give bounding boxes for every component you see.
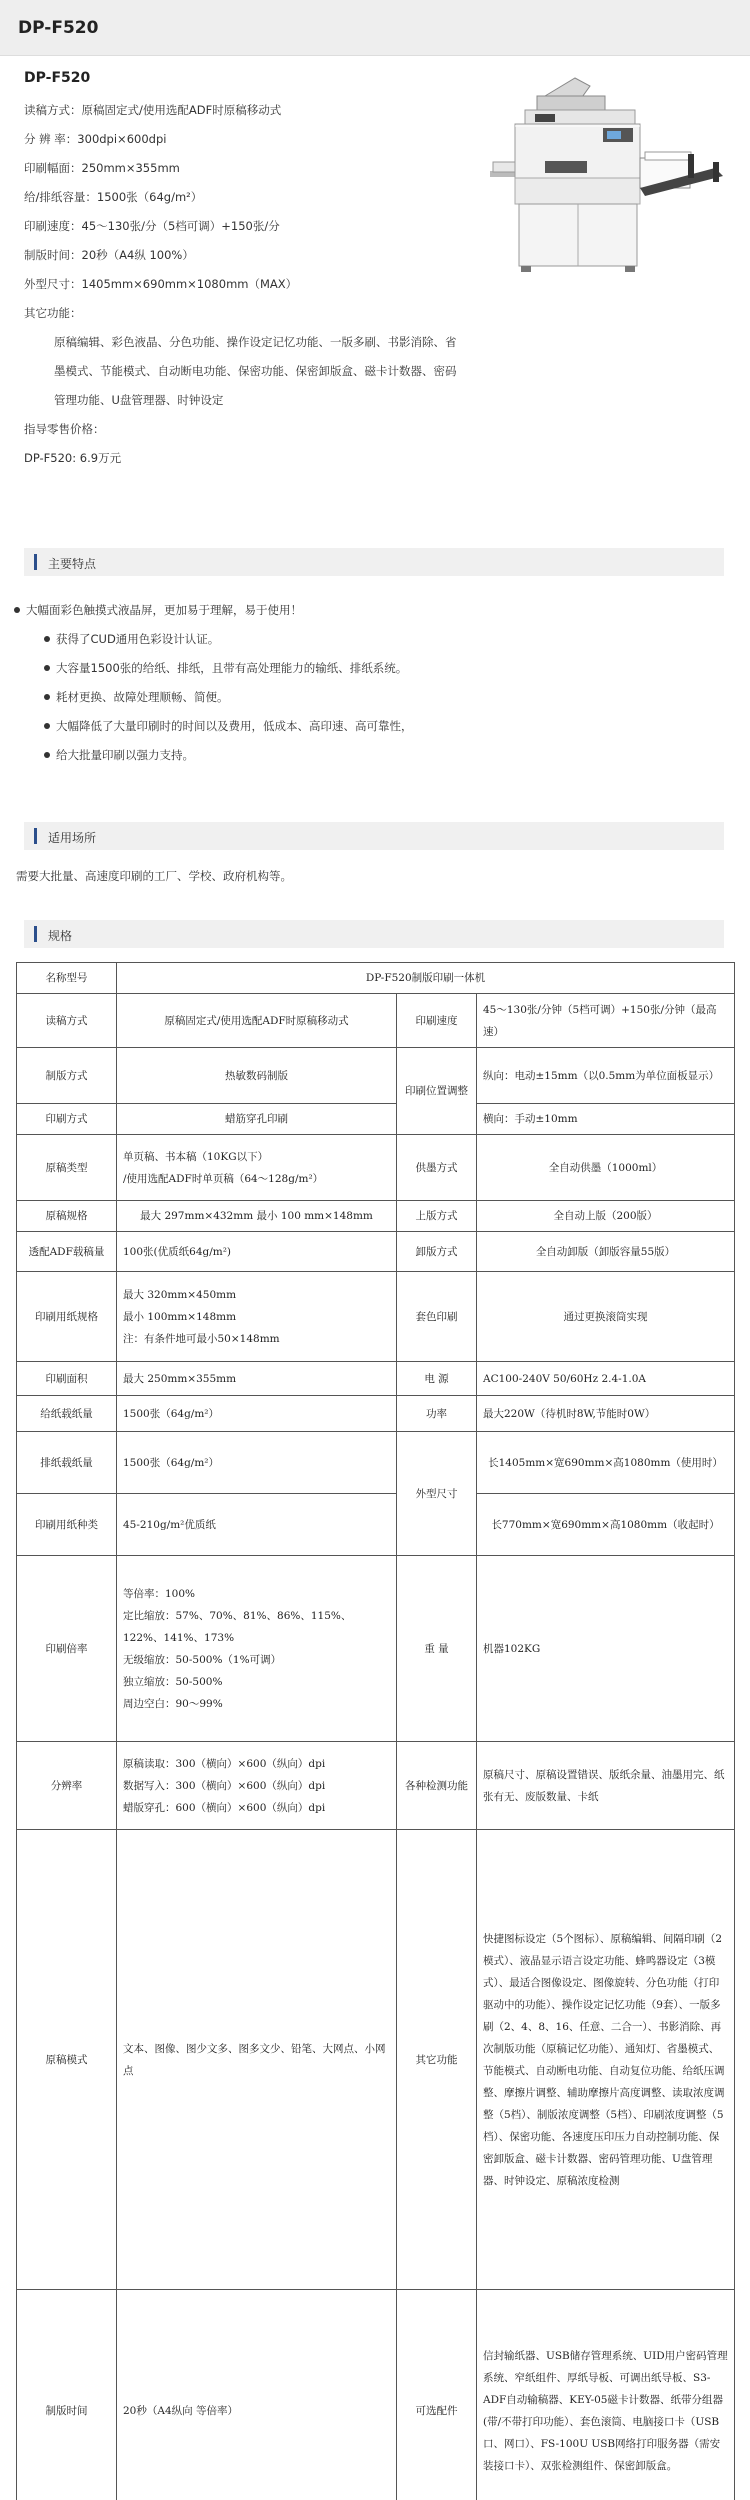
spec-key: 印刷用纸种类 [17, 1494, 117, 1556]
spec-value: 机器102KG [477, 1556, 735, 1742]
section-marker [34, 926, 37, 942]
table-row [17, 1272, 735, 1362]
spec-key: 功率 [397, 1396, 477, 1432]
spec-value: 长770mm×宽690mm×高1080mm（收起时） [477, 1494, 735, 1556]
spec-key: 读稿方式 [17, 994, 117, 1048]
product-intro [24, 70, 464, 473]
intro-line-resolution: 分 辨 率：300dpi×600dpi [24, 132, 167, 146]
intro-price: DP-F520: 6.9万元 [24, 451, 122, 465]
spec-key: 原稿模式 [17, 1830, 117, 2290]
spec-key: 印刷位置调整 [397, 1048, 477, 1135]
bullet-icon [44, 752, 50, 758]
section-title-occasion: 适用场所 [48, 831, 97, 845]
table-row [17, 1830, 735, 2290]
spec-value: 原稿尺寸、原稿设置错误、版纸余量、油墨用完、纸张有无、废版数量、卡纸 [477, 1742, 735, 1830]
intro-line-speed: 印刷速度：45～130张/分（5档可调）+150张/分 [24, 219, 280, 233]
spec-key: 其它功能 [397, 1830, 477, 2290]
spec-value: 原稿固定式/使用选配ADF时原稿移动式 [117, 994, 397, 1048]
spec-key: 可选配件 [397, 2290, 477, 2500]
spec-value: 长1405mm×宽690mm×高1080mm（使用时） [477, 1432, 735, 1494]
bullet-icon [44, 665, 50, 671]
spec-key: 制版时间 [17, 2290, 117, 2500]
spec-value: AC100-240V 50/60Hz 2.4-1.0A [477, 1362, 735, 1396]
feature-item: 耗材更换、故障处理顺畅、简便。 [14, 683, 734, 712]
spec-value: 通过更换滚筒实现 [477, 1272, 735, 1362]
table-row [17, 1201, 735, 1232]
table-row [17, 994, 735, 1048]
spec-value: 最大220W（待机时8W,节能时0W） [477, 1396, 735, 1432]
spec-value: 最大 320mm×450mm 最小 100mm×148mm 注：有条件地可最小50×148mm [117, 1272, 397, 1362]
spec-value: 全自动上版（200版） [477, 1201, 735, 1232]
spec-key: 印刷面积 [17, 1362, 117, 1396]
intro-line-print-area: 印刷幅面：250mm×355mm [24, 161, 180, 175]
intro-line-capacity: 给/排纸容量：1500张（64g/m²） [24, 190, 203, 204]
spec-value: 原稿读取：300（横向）×600（纵向）dpi 数据写入：300（横向）×600（纵向）dpi 蜡版穿孔：600（横向）×600（纵向）dpi [117, 1742, 397, 1830]
spec-value: DP-F520制版印刷一体机 [117, 963, 735, 994]
spec-value: 1500张（64g/m²） [117, 1396, 397, 1432]
intro-line-master-time: 制版时间：20秒（A4纵 100%） [24, 248, 194, 262]
title-bar [0, 0, 750, 56]
spec-value: 最大 297mm×432mm 最小 100 mm×148mm [117, 1201, 397, 1232]
section-title-spec: 规格 [48, 929, 73, 943]
intro-line-other-label: 其它功能： [24, 306, 82, 320]
intro-line-dimensions: 外型尺寸：1405mm×690mm×1080mm（MAX） [24, 277, 298, 291]
intro-price-label: 指导零售价格： [24, 422, 105, 436]
spec-key: 印刷倍率 [17, 1556, 117, 1742]
spec-key: 分辨率 [17, 1742, 117, 1830]
spec-key: 电 源 [397, 1362, 477, 1396]
section-title-features: 主要特点 [48, 557, 97, 571]
spec-key: 透配ADF载稿量 [17, 1232, 117, 1272]
spec-value: 信封输纸器、USB储存管理系统、UID用户密码管理系统、窄纸组件、厚纸导板、可调出纸导板、S3-ADF自动输稿器、KEY-05磁卡计数器、纸带分组器(带/不带打印功能）、套色滚筒、电脑接口卡（USB口、网口）、FS-100U USB网络打印服务器（需安装接口卡）、双张检测组件、保密卸版盒。 [477, 2290, 735, 2500]
section-marker [34, 554, 37, 570]
spec-key: 各种检测功能 [397, 1742, 477, 1830]
spec-key: 排纸载纸量 [17, 1432, 117, 1494]
table-row [17, 1494, 735, 1556]
spec-key: 给纸载纸量 [17, 1396, 117, 1432]
bullet-icon [14, 607, 20, 613]
spec-value: 单页稿、书本稿（10KG以下） /使用选配ADF时单页稿（64～128g/m²） [117, 1135, 397, 1201]
table-row [17, 1432, 735, 1494]
bullet-icon [44, 694, 50, 700]
feature-item: 大容量1500张的给纸、排纸，且带有高处理能力的输纸、排纸系统。 [14, 654, 734, 683]
spec-value: 45～130张/分钟（5档可调）+150张/分钟（最高速） [477, 994, 735, 1048]
spec-value: 全自动卸版（卸版容量55版） [477, 1232, 735, 1272]
spec-value: 等倍率：100% 定比缩放：57%、70%、81%、86%、115%、 122%、141%、173% 无级缩放：50-500%（1%可调） 独立缩放：50-500% 周边空白：90～99% [117, 1556, 397, 1742]
occasion-text: 需要大批量、高速度印刷的工厂、学校、政府机构等。 [16, 869, 292, 883]
model-name: DP-F520 [24, 70, 91, 86]
page-title: DP-F520 [18, 18, 99, 38]
feature-main: 大幅面彩色触摸式液晶屏，更加易于理解，易于使用！ [14, 596, 734, 625]
table-row [17, 963, 735, 994]
table-row [17, 1048, 735, 1104]
spec-value: 20秒（A4纵向 等倍率） [117, 2290, 397, 2500]
table-row [17, 2290, 735, 2500]
intro-other-functions: 原稿编辑、彩色液晶、分色功能、操作设定记忆功能、一版多刷、书影消除、省墨模式、节能模式、自动断电功能、保密功能、保密卸版盒、磁卡计数器、密码管理功能、U盘管理器、时钟设定 [54, 335, 457, 407]
bullet-icon [44, 723, 50, 729]
table-row [17, 1104, 735, 1135]
table-row [17, 1232, 735, 1272]
feature-item: 给大批量印刷以强力支持。 [14, 741, 734, 770]
spec-key: 外型尺寸 [397, 1432, 477, 1556]
section-header-features [24, 548, 724, 576]
section-marker [34, 828, 37, 844]
features-list [14, 596, 734, 770]
product-image [485, 66, 730, 291]
table-row [17, 1362, 735, 1396]
spec-key: 上版方式 [397, 1201, 477, 1232]
spec-key: 印刷用纸规格 [17, 1272, 117, 1362]
spec-key: 重 量 [397, 1556, 477, 1742]
section-header-occasion [24, 822, 724, 850]
table-row [17, 1742, 735, 1830]
spec-value: 全自动供墨（1000ml） [477, 1135, 735, 1201]
spec-value: 快捷图标设定（5个图标）、原稿编辑、间隔印刷（2模式）、液晶显示语言设定功能、蜂鸣器设定（3模式）、最适合图像设定、图像旋转、分色功能（打印驱动中的功能）、操作设定记忆功能（9套）、一版多刷（2、4、8、16、任意、二合一）、书影消除、再次制版功能（原稿记忆功能）、通知灯、省墨模式、节能模式、自动断电功能、自动复位功能、给纸压调整、摩擦片调整、辅助摩擦片高度调整、读取浓度调整（5档）、制版浓度调整（5档）、印刷浓度调整（5档）、保密功能、各速度压印压力自动控制功能、保密卸版盒、磁卡计数器、密码管理功能、U盘管理器、时钟设定、原稿浓度检测 [477, 1830, 735, 2290]
intro-line-read-method: 读稿方式：原稿固定式/使用选配ADF时原稿移动式 [24, 103, 282, 117]
table-row [17, 1396, 735, 1432]
spec-key: 名称型号 [17, 963, 117, 994]
table-row [17, 1556, 735, 1742]
feature-item: 大幅降低了大量印刷时的时间以及费用，低成本、高印速、高可靠性， [14, 712, 734, 741]
spec-value: 热敏数码制版 [117, 1048, 397, 1104]
spec-value: 1500张（64g/m²） [117, 1432, 397, 1494]
spec-value: 横向：手动±10mm [477, 1104, 735, 1135]
spec-key: 印刷方式 [17, 1104, 117, 1135]
spec-key: 卸版方式 [397, 1232, 477, 1272]
spec-value: 文本、图像、图少文多、图多文少、铅笔、大网点、小网点 [117, 1830, 397, 2290]
spec-value: 100张(优质纸64g/m²) [117, 1232, 397, 1272]
spec-key: 制版方式 [17, 1048, 117, 1104]
spec-key: 原稿类型 [17, 1135, 117, 1201]
spec-value: 蜡筋穿孔印刷 [117, 1104, 397, 1135]
spec-value: 纵向：电动±15mm（以0.5mm为单位面板显示） [477, 1048, 735, 1104]
feature-item: 获得了CUD通用色彩设计认证。 [14, 625, 734, 654]
spec-table [16, 962, 735, 2500]
spec-value: 最大 250mm×355mm [117, 1362, 397, 1396]
section-header-spec [24, 920, 724, 948]
spec-key: 套色印刷 [397, 1272, 477, 1362]
bullet-icon [44, 636, 50, 642]
spec-key: 印刷速度 [397, 994, 477, 1048]
spec-key: 供墨方式 [397, 1135, 477, 1201]
table-row [17, 1135, 735, 1201]
spec-value: 45-210g/m²优质纸 [117, 1494, 397, 1556]
spec-key: 原稿规格 [17, 1201, 117, 1232]
